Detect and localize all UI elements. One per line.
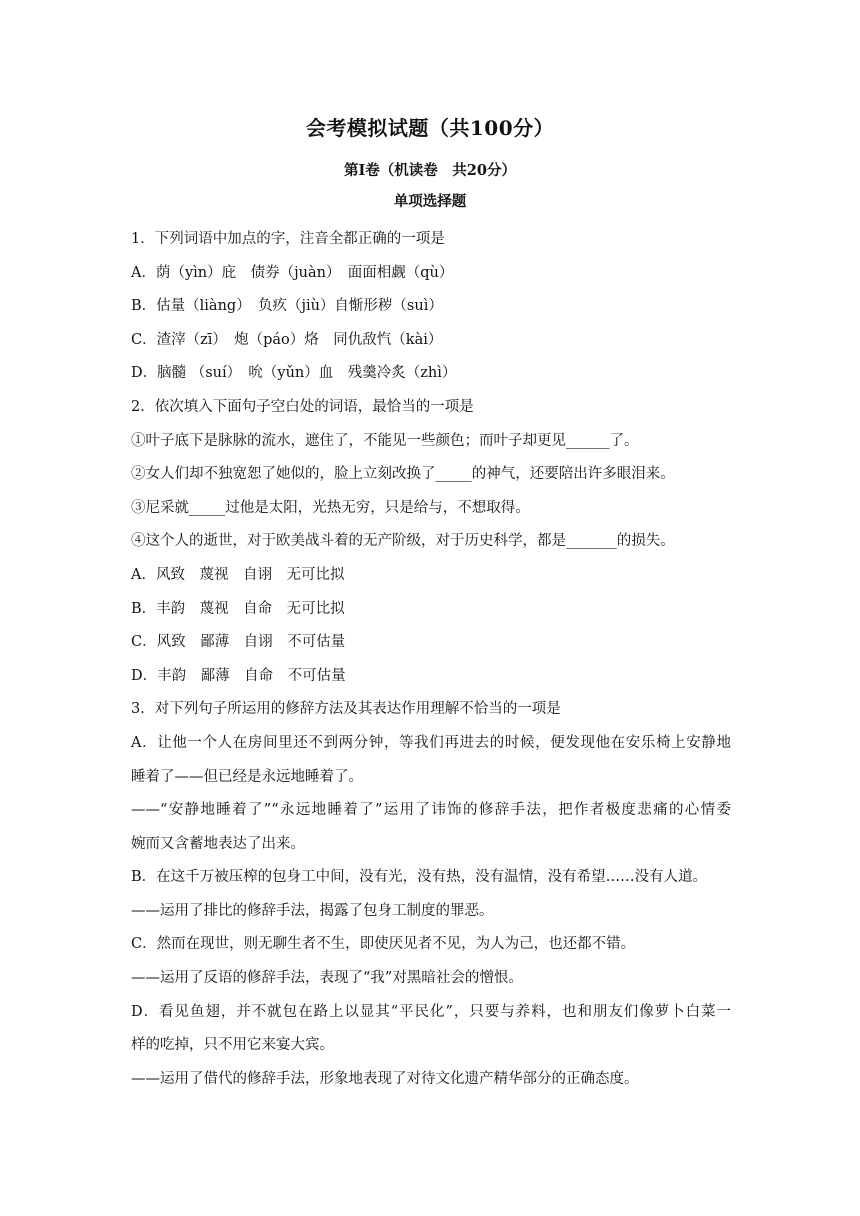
question-2-option-b: B．丰韵 蔑视 自命 无可比拟 [131, 600, 345, 617]
question-2-stem: 2．依次填入下面句子空白处的词语，最恰当的一项是 [131, 398, 474, 415]
question-2-sentence-1: ①叶子底下是脉脉的流水，遮住了，不能见一些颜色；而叶子却更见______了。 [131, 432, 639, 449]
question-3-option-d-cont: 样的吃掉，只不用它来宴大宾。 [131, 1037, 334, 1054]
question-3-option-d-note: ——运用了借代的修辞手法，形象地表现了对待文化遗产精华部分的正确态度。 [131, 1070, 639, 1087]
question-type-heading: 单项选择题 [393, 193, 467, 210]
question-2-sentence-3: ③尼采就_____过他是太阳，光热无穷，只是给与，不想取得。 [131, 499, 530, 516]
question-3-option-b-note: ——运用了排比的修辞手法，揭露了包身工制度的罪恶。 [131, 902, 494, 919]
paper-section-title: 第Ⅰ卷（机读卷 共20分） [344, 162, 516, 179]
question-2-sentence-4: ④这个人的逝世，对于欧美战斗着的无产阶级，对于历史科学，都是_______的损失。 [131, 533, 675, 550]
question-2-option-a: A．风致 蔑视 自诩 无可比拟 [131, 566, 345, 583]
question-3-option-a-note: ——“安静地睡着了”“永远地睡着了”运用了讳饰的修辞手法，把作者极度悲痛的心情委 [131, 802, 731, 819]
question-3-option-b: B．在这千万被压榨的包身工中间，没有光，没有热，没有温情，没有希望……没有人道。 [131, 869, 708, 886]
question-body [131, 223, 731, 1096]
question-1-option-c: C．渣滓（zī） 炮（páo）烙 同仇敌忾（kài） [131, 331, 443, 348]
question-2-sentence-2: ②女人们却不独宽恕了她似的，脸上立刻改换了_____的神气，还要陪出许多眼泪来。 [131, 466, 675, 483]
question-3-option-a-cont: 睡着了——但已经是永远地睡着了。 [131, 768, 363, 785]
question-3-stem: 3．对下列句子所运用的修辞方法及其表达作用理解不恰当的一项是 [131, 701, 561, 718]
question-2-option-d: D．丰韵 鄙薄 自命 不可估量 [131, 667, 346, 684]
question-2-option-c: C．风致 鄙薄 自诩 不可估量 [131, 634, 346, 651]
question-3-option-a-note-cont: 婉而又含蓄地表达了出来。 [131, 835, 305, 852]
question-3-option-d: D．看见鱼翅，并不就包在路上以显其“平民化”，只要与养料，也和朋友们像萝卜白菜一 [131, 1003, 731, 1020]
page-title: 会考模拟试题（共100分） [305, 116, 555, 140]
question-3-option-c: C．然而在现世，则无聊生者不生，即使厌见者不见，为人为己，也还都不错。 [131, 936, 636, 953]
question-3-option-c-note: ——运用了反语的修辞手法，表现了“我”对黑暗社会的憎恨。 [131, 970, 523, 987]
question-1-option-b: B．估量（liàng） 负疚（jiù）自惭形秽（suì） [131, 298, 443, 315]
question-1-stem: 1．下列词语中加点的字，注音全都正确的一项是 [131, 231, 445, 247]
question-1-option-d: D．脑髓 （suí） 吮（yǔn）血 残羹冷炙（zhì） [131, 365, 457, 382]
question-3-option-a: A．让他一个人在房间里还不到两分钟，等我们再进去的时候，便发现他在安乐椅上安静地 [131, 734, 731, 751]
question-1-option-a: A．荫（yìn）庇 债券（juàn） 面面相觑（qù） [131, 264, 454, 281]
